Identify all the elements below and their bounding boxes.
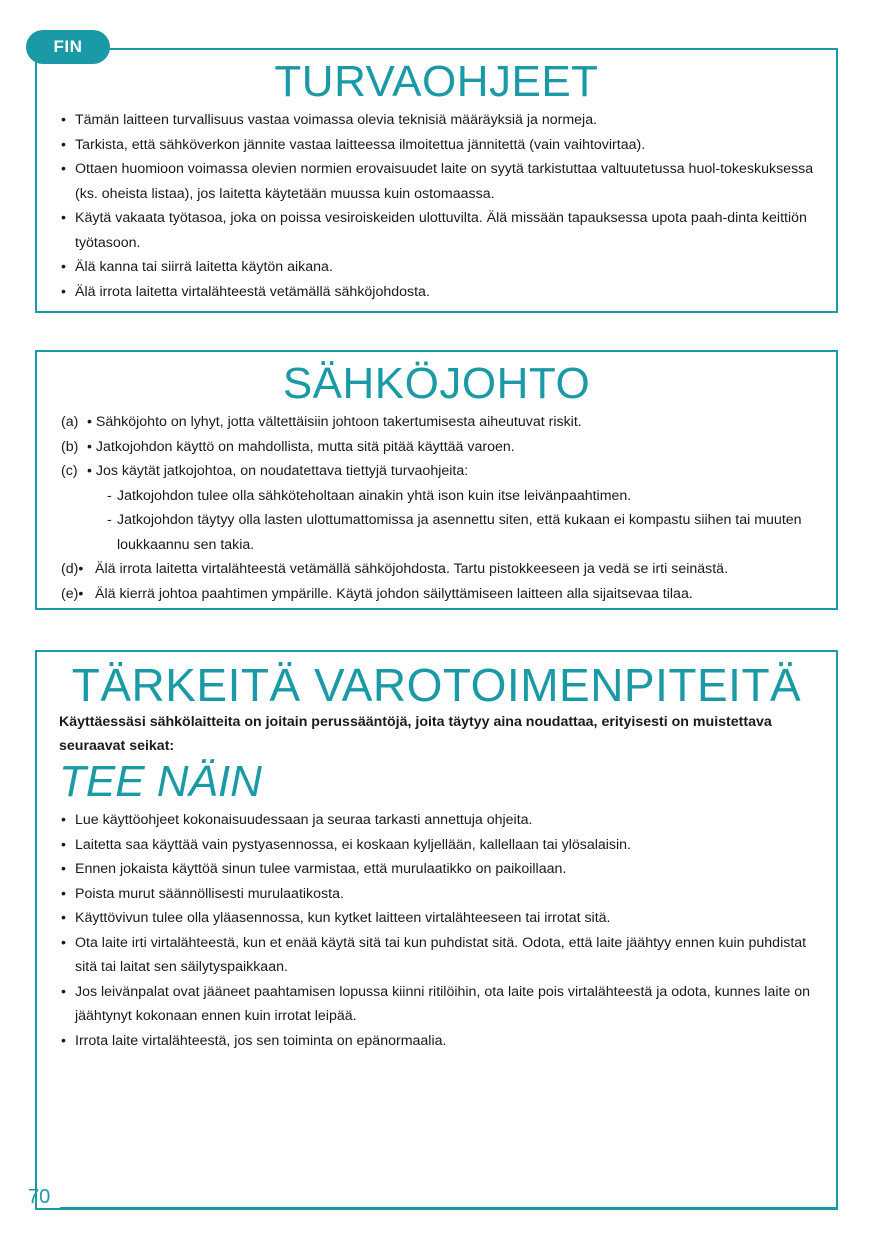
section-title-safety: TURVAOHJEET <box>274 57 599 106</box>
list-item <box>61 459 820 484</box>
safety-list <box>37 108 836 304</box>
list-item: • Poista murut säännöllisesti murulaatikosta. <box>61 882 812 907</box>
item-text: • Jos käytät jatkojohtoa, on noudatettava tiettyjä turvaohjeita: <box>87 463 469 479</box>
list-item: • Ottaen huomioon voimassa olevien normien erovaisuudet laite on syytä tarkistuttaa valtuutetussa huol-tokeskuksessa (ks. oheista listaa), jos laitetta käytetään muussa kuin ostomaassa. <box>61 157 820 206</box>
item-text: Älä kierrä johtoa paahtimen ympärille. Käytä johdon säilyttämiseen laitteen alla sijaitsevaa tilaa. <box>95 585 693 602</box>
list-item: • Käytä vakaata työtasoa, joka on poissa vesiroiskeiden ulottuvilta. Älä missään tapauksessa upota paah-dinta keittiön työtasoon. <box>61 206 820 255</box>
list-item: • Älä kanna tai siirrä laitetta käytön aikana. <box>61 255 820 280</box>
safety-instructions-box <box>35 48 838 313</box>
list-item: • Ota laite irti virtalähteestä, kun et enää käytä sitä tai kun puhdistat sitä. Odota, että laite jäähtyy ennen kuin puhdistat sitä tai laitat sen säilytyspaikkaan. <box>61 931 812 980</box>
section-title-precautions: TÄRKEITÄ VAROTOIMENPITEITÄ <box>71 659 802 711</box>
item-text: Jatkojohdon täytyy olla lasten ulottumattomissa ja asennettu siten, että kukaan ei kompastu siihen tai muuten loukkaannu sen takia. <box>117 512 802 553</box>
list-item <box>61 582 820 607</box>
item-text: • Jatkojohdon käyttö on mahdollista, mutta sitä pitää käyttää varoen. <box>87 438 515 455</box>
page-number: 70 <box>28 1186 51 1208</box>
list-item: • Tarkista, että sähköverkon jännite vastaa laitteessa ilmoitettua jännitettä (vain vaihtovirtaa). <box>61 133 820 158</box>
intro-text: Käyttäessäsi sähkölaitteita on joitain perussääntöjä, joita täytyy aina noudattaa, erityisesti on muistettava seuraavat seikat: <box>59 714 772 754</box>
important-precautions-box <box>35 650 838 1210</box>
item-text: Jatkojohdon tulee olla sähköteholtaan ainakin yhtä ison kuin itse leivänpaahtimen. <box>117 487 632 504</box>
list-item: • Irrota laite virtalähteestä, jos sen toiminta on epänormaalia. <box>61 1029 812 1054</box>
section-title-power-cord: SÄHKÖJOHTO <box>282 359 591 408</box>
language-badge: FIN <box>26 30 110 64</box>
do-this-list <box>37 808 836 1053</box>
dash-marker: - <box>107 512 112 528</box>
do-this-heading: TEE NÄIN <box>59 757 262 806</box>
list-item <box>61 557 820 582</box>
list-item: • Ennen jokaista käyttöä sinun tulee varmistaa, että murulaatikko on paikoillaan. <box>61 857 812 882</box>
item-label: (e)• <box>61 585 84 602</box>
sub-list-item <box>61 508 820 557</box>
item-label: (b) <box>61 438 79 455</box>
power-cord-list <box>37 410 836 606</box>
list-item: • Älä irrota laitetta virtalähteestä vetämällä sähköjohdosta. <box>61 280 820 305</box>
list-item: • Laitetta saa käyttää vain pystyasennossa, ei koskaan kyljellään, kallellaan tai ylösalaisin. <box>61 833 812 858</box>
list-item: • Jos leivänpalat ovat jääneet paahtamisen lopussa kiinni ritilöihin, ota laite pois virtalähteestä ja odota, kunnes laite on jäähtynyt kokonaan ennen kuin irrotat leipää. <box>61 980 812 1029</box>
item-text: • Sähköjohto on lyhyt, jotta vältettäisiin johtoon takertumisesta aiheutuvat riskit. <box>87 414 582 430</box>
power-cord-box <box>35 350 838 610</box>
dash-marker: - <box>107 487 112 504</box>
list-item <box>61 410 820 435</box>
list-item: • Tämän laitteen turvallisuus vastaa voimassa olevia teknisiä määräyksiä ja normeja. <box>61 108 820 133</box>
footer-rule <box>60 1207 838 1209</box>
item-text: Älä irrota laitetta virtalähteestä vetämällä sähköjohdosta. Tartu pistokkeeseen ja vedä se irti seinästä. <box>95 561 729 577</box>
item-label: (c) <box>61 463 78 479</box>
list-item <box>61 435 820 460</box>
list-item: • Lue käyttöohjeet kokonaisuudessaan ja seuraa tarkasti annettuja ohjeita. <box>61 808 812 833</box>
sub-list-item <box>61 484 820 509</box>
item-label: (d)• <box>61 561 84 577</box>
list-item: • Käyttövivun tulee olla yläasennossa, kun kytket laitteen virtalähteeseen tai irrotat sitä. <box>61 906 812 931</box>
item-label: (a) <box>61 414 79 430</box>
